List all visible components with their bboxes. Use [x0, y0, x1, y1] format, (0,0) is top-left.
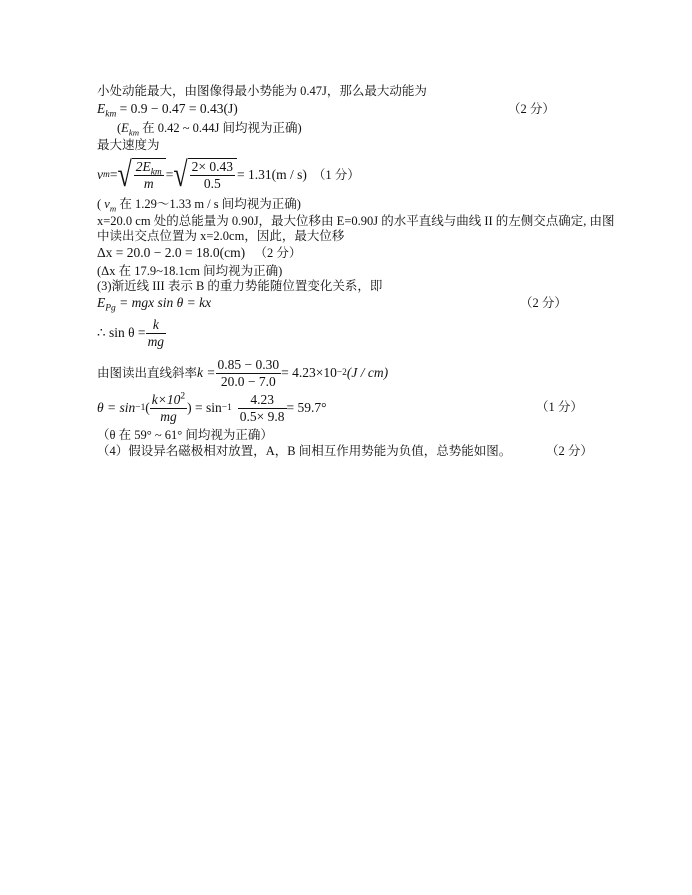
equation-slope: 由图读出直线斜率 k = $\frac{0.85 - 0.30}{20.0 - 7.0}$ = 4.23×10 −2 (J / cm): [97, 356, 389, 389]
equation-mid: ) = sin: [187, 400, 222, 415]
equation-text: Δx = 20.0 − 2.0 = 18.0(cm): [97, 245, 246, 260]
subscript-km: km: [128, 127, 140, 138]
numerator: 0.85 − 0.30: [217, 356, 280, 372]
equation-result: = 4.23×10: [281, 365, 337, 380]
equation-lhs: ∴ sin θ =: [97, 325, 146, 340]
text-line-max-speed: 最大速度为: [97, 138, 160, 152]
text-prefix: 由图读出直线斜率: [97, 366, 198, 380]
fraction-k-times-100: [150, 392, 187, 425]
equation-lhs: θ = sin: [97, 400, 136, 415]
denominator: 0.5: [203, 176, 221, 191]
numerator: 2× 0.43: [191, 159, 234, 174]
equation-max-displacement: [97, 245, 301, 261]
equation-rhs: = mgx sin θ = kx: [115, 295, 212, 310]
fraction-1: [134, 159, 164, 192]
equals-sign: =: [165, 167, 174, 182]
equation-result: = 59.7°: [286, 400, 327, 415]
equation-rhs: = 0.9 − 0.47 = 0.43(J): [116, 101, 238, 116]
symbol-E: E: [121, 121, 129, 135]
paren-open: (: [97, 197, 105, 211]
sqrt-icon: √: [173, 154, 188, 194]
denominator: 20.0 − 7.0: [220, 373, 276, 389]
subscript-m: m: [103, 170, 110, 180]
text-line-8: 中读出交点位置为 x=2.0cm，因此，最大位移: [97, 229, 345, 243]
tolerance-note-1: [117, 121, 302, 136]
symbol-k: k =: [197, 365, 216, 380]
paren-open: (: [145, 400, 150, 415]
numerator: k: [152, 316, 159, 332]
denominator: m: [143, 176, 154, 191]
symbol-E: E: [97, 101, 106, 116]
text-line-part-4: （4）假设异名磁极相对放置，A，B 间相互作用势能为负值，总势能如图。: [97, 444, 512, 458]
text-line-7: x=20.0 cm 处的总能量为 0.90J，最大位移由 E=0.90J 的水平直线与曲线 II 的左侧交点确定, 由图: [97, 214, 615, 228]
tolerance-note-3: (Δx 在 17.9~18.1cm 间均视为正确): [97, 264, 283, 278]
numerator: k×10: [151, 391, 181, 407]
subscript-km: km: [105, 109, 117, 120]
symbol-v: v: [97, 167, 103, 182]
score-2: （2 分）: [508, 102, 555, 116]
fraction-2: [190, 159, 235, 192]
exponent: 2: [180, 391, 186, 401]
sqrt-argument-2: [188, 158, 237, 192]
symbol-v: v: [104, 197, 110, 211]
score-1: （1 分）: [312, 168, 360, 182]
note-text: 在 1.29～1.33 m / s 间均视为正确): [116, 197, 301, 211]
subscript-m: m: [109, 203, 117, 214]
text-line-part-3: (3)渐近线 III 表示 B 的重力势能随位置变化关系，即: [97, 279, 383, 293]
score-1: （1 分）: [536, 400, 583, 414]
equals-sign: =: [109, 167, 118, 182]
sqrt-icon: √: [117, 154, 132, 194]
score-2: （2 分）: [546, 444, 593, 458]
tolerance-note-4: （θ 在 59° ~ 61° 间均视为正确）: [97, 428, 273, 442]
paren-open: (: [117, 121, 122, 135]
equation-sin-theta: [97, 315, 166, 351]
subscript-Pg: Pg: [105, 303, 116, 314]
fraction-numeric: [238, 392, 287, 425]
equation-result: = 1.31(m / s): [237, 167, 307, 182]
fraction-slope: [216, 357, 282, 390]
score-2: （2 分）: [254, 246, 302, 260]
text-line-1: 小处动能最大，由图像得最小势能为 0.47J，那么最大动能为: [97, 84, 427, 98]
unit: (J / cm): [346, 365, 389, 380]
equation-gravitational-pe: [97, 295, 212, 314]
numerator: 2E: [135, 159, 151, 174]
denominator: mg: [160, 408, 177, 424]
equation-theta: θ = sin −1 ( $\frac{k\times 10^2}{mg}$ ) = sin −1 $\frac{4.23}{0.5\times 9.8}$ = 59.7°: [97, 391, 327, 424]
sqrt-argument-1: [132, 158, 166, 192]
score-2: （2 分）: [520, 296, 567, 310]
denominator: 0.5× 9.8: [239, 408, 285, 424]
tolerance-note-2: [97, 197, 301, 212]
note-text: 在 0.42 ~ 0.44J 间均视为正确): [139, 121, 302, 135]
denominator: mg: [147, 333, 165, 349]
numerator: 4.23: [238, 392, 287, 409]
equation-max-kinetic-energy: [97, 101, 238, 120]
equation-max-speed: [97, 156, 360, 194]
symbol-E: E: [97, 295, 106, 310]
fraction-k-over-mg: [146, 317, 167, 350]
subscript-km: km: [150, 167, 162, 178]
